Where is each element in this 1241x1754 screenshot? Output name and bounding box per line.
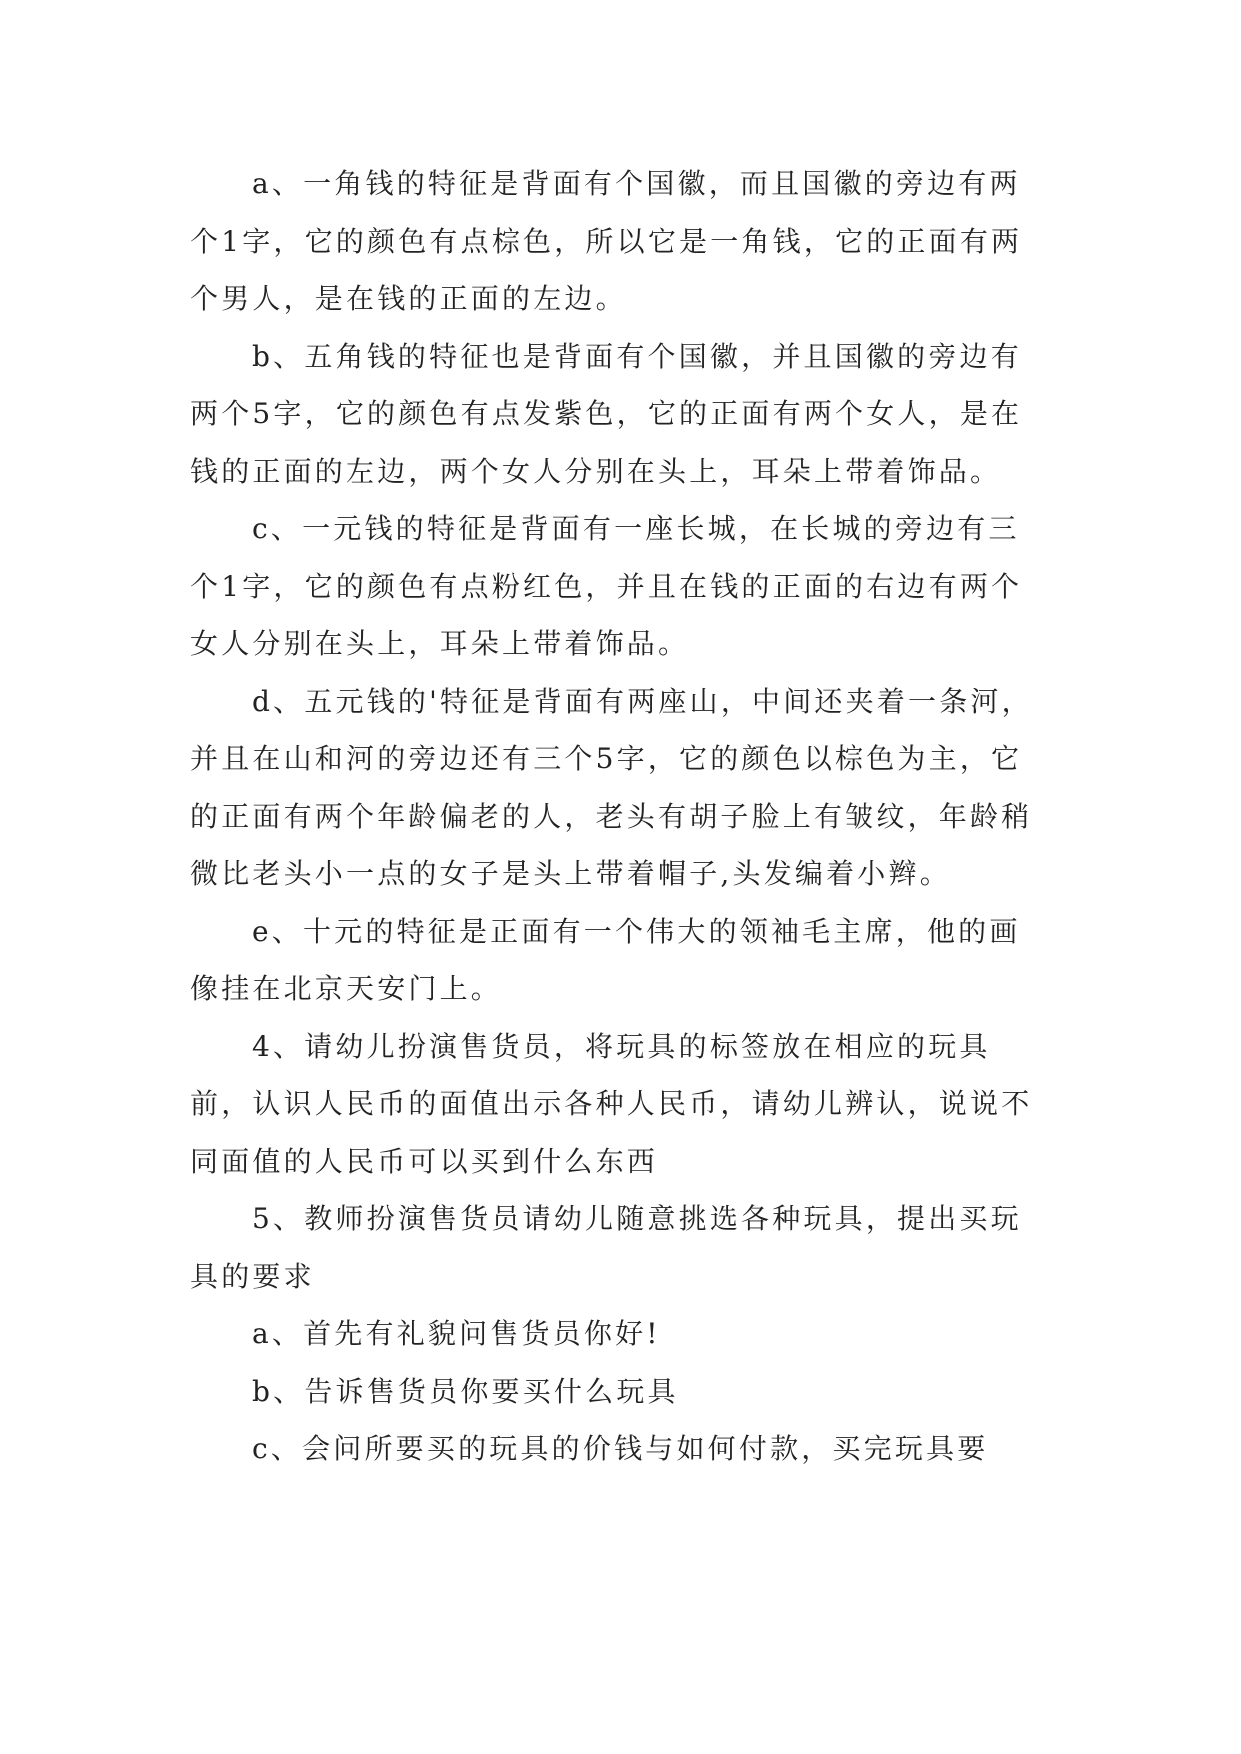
paragraph-step-5-a: a、首先有礼貌问售货员你好!: [252, 1317, 661, 1350]
paragraph-five-yuan-features: d、五元钱的'特征是背面有两座山，中间还夹着一条河，并且在山和河的旁边还有三个5字，它的颜色以棕色为主，它的正面有两个年龄偏老的人，老头有胡子脸上有皱纹，年龄稍微比老头小一点的女子是头上带着帽子,头发编着小辫。: [190, 684, 1033, 890]
paragraph-step-5-c: c、会问所要买的玩具的价钱与如何付款，买完玩具要: [252, 1432, 989, 1465]
paragraph-one-yuan-features: c、一元钱的特征是背面有一座长城，在长城的旁边有三个1字，它的颜色有点粉红色，并且在钱的正面的右边有两个女人分别在头上，耳朵上带着饰品。: [190, 512, 1023, 660]
paragraph-five-jiao-features: b、五角钱的特征也是背面有个国徽，并且国徽的旁边有两个5字，它的颜色有点发紫色，它的正面有两个女人，是在钱的正面的左边，两个女人分别在头上，耳朵上带着饰品。: [190, 339, 1023, 488]
paragraph-step-4: 4、请幼儿扮演售货员，将玩具的标签放在相应的玩具前，认识人民币的面值出示各种人民币，请幼儿辨认，说说不同面值的人民币可以买到什么东西: [190, 1029, 1033, 1178]
paragraph-one-jiao-features: a、一角钱的特征是背面有个国徽，而且国徽的旁边有两个1字，它的颜色有点棕色，所以它是一角钱，它的正面有两个男人，是在钱的正面的左边。: [190, 167, 1023, 315]
paragraph-ten-yuan-features: e、十元的特征是正面有一个伟大的领袖毛主席，他的画像挂在北京天安门上。: [190, 914, 1021, 1005]
paragraph-step-5: 5、教师扮演售货员请幼儿随意挑选各种玩具，提出买玩具的要求: [190, 1202, 1022, 1293]
paragraph-step-5-b: b、告诉售货员你要买什么玩具: [252, 1374, 679, 1408]
document-body: [190, 155, 1050, 1478]
